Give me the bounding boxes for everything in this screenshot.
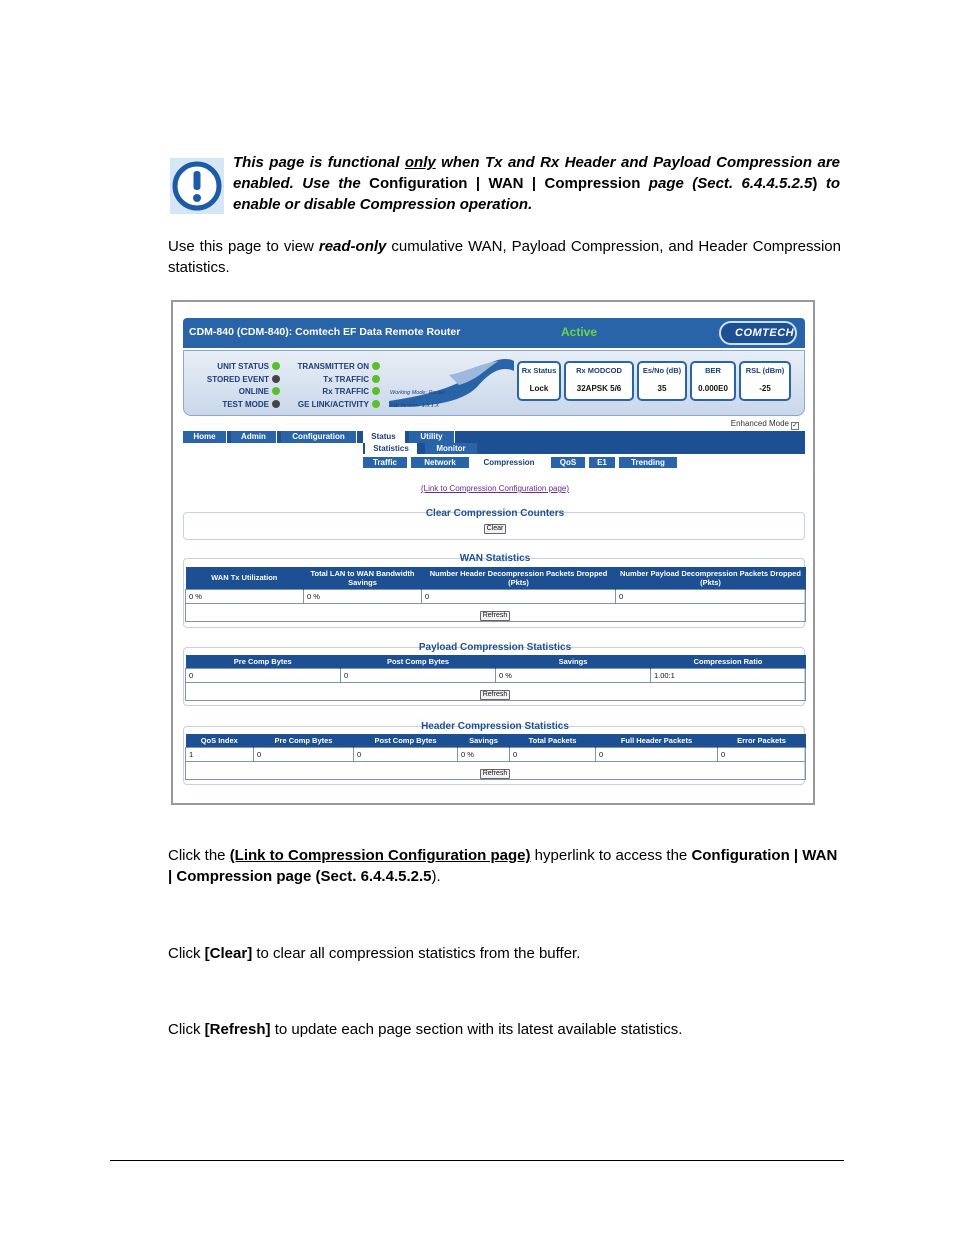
wan-col-header: Number Header Decompression Packets Dropped (Pkts): [422, 567, 616, 589]
header-refresh-button[interactable]: Refresh: [480, 769, 510, 779]
rx-modcod-box: Rx MODCOD 32APSK 5/6: [564, 361, 634, 401]
led-tx-traffic: Tx TRAFFIC: [288, 374, 380, 387]
rsl-box: RSL (dBm) -25: [739, 361, 791, 401]
led-icon: [372, 375, 380, 383]
led-icon: [272, 362, 280, 370]
tab-network[interactable]: Network: [411, 457, 469, 468]
note-text: This page is functional only when Tx and Rx Header and Payload Compression are enabled. Use the Configuration | WAN | Compression page (Sect. 6.4.4.5.2.5) to enable or disable Compression operation.: [233, 154, 840, 213]
header-stats-title: Header Compression Statistics: [421, 721, 569, 732]
wan-cell: 0: [422, 589, 616, 603]
config-page-link[interactable]: (Link to Compression Configuration page): [229, 847, 531, 864]
led-transmitter-on: TRANSMITTER ON: [288, 361, 380, 374]
tab-traffic[interactable]: Traffic: [363, 457, 407, 468]
tab-qos[interactable]: QoS: [551, 457, 585, 468]
fw-version: FW Version: 1.5.1.X: [390, 403, 440, 409]
wan-refresh-button[interactable]: Refresh: [480, 611, 510, 621]
payload-col-header: Compression Ratio: [651, 655, 806, 668]
clear-button[interactable]: Clear: [484, 524, 506, 534]
header-col-header: Post Comp Bytes: [354, 734, 458, 747]
link-instructions-paragraph: Click the (Link to Compression Configuration page) hyperlink to access the Configuration | WAN | Compression page (Sect. 6.4.4.5.2.5).: [168, 847, 838, 885]
window-titlebar: [183, 318, 805, 348]
led-icon: [272, 387, 280, 395]
led-icon: [272, 375, 280, 383]
header-col-header: Total Packets: [510, 734, 596, 747]
table-row: [186, 589, 806, 603]
wan-stats-title: WAN Statistics: [459, 553, 531, 564]
rx-status-box: Rx Status Lock: [517, 361, 561, 401]
wan-col-header: Number Payload Decompression Packets Dropped (Pkts): [616, 567, 806, 589]
led-list-left: [190, 361, 280, 411]
enhanced-mode-checkbox[interactable]: ✓: [792, 422, 798, 429]
led-online: ONLINE: [190, 386, 280, 399]
tab-trending[interactable]: Trending: [619, 457, 677, 468]
header-cell: 0: [510, 747, 596, 761]
active-indicator: Active: [561, 325, 598, 339]
intro-paragraph: Use this page to view read-only cumulative WAN, Payload Compression, and Header Compression statistics.: [168, 238, 841, 276]
payload-stats-title: Payload Compression Statistics: [418, 642, 572, 653]
led-list-right: [288, 361, 380, 411]
swoosh-graphic-icon: [389, 357, 514, 407]
header-col-header: Full Header Packets: [596, 734, 718, 747]
tab-monitor[interactable]: Monitor: [425, 443, 477, 454]
payload-col-header: Savings: [496, 655, 651, 668]
status-panel: [183, 350, 805, 416]
esno-box: Es/No (dB) 35: [637, 361, 687, 401]
window-title: CDM-840 (CDM-840): Comtech EF Data Remote Router: [189, 326, 461, 338]
led-unit-status: UNIT STATUS: [190, 361, 280, 374]
comtech-logo: COMTECH: [719, 321, 797, 345]
ber-box: BER 0.000E0: [690, 361, 736, 401]
working-mode: Working Mode: Router: [390, 390, 446, 396]
led-icon: [372, 400, 380, 408]
payload-col-header: Pre Comp Bytes: [186, 655, 341, 668]
clear-counters-title: Clear Compression Counters: [425, 508, 565, 519]
enhanced-mode[interactable]: Enhanced Mode ✓: [730, 419, 798, 429]
payload-cell: 0 %: [496, 668, 651, 682]
tab-configuration[interactable]: Configuration: [281, 431, 357, 443]
wan-cell: 0 %: [186, 589, 304, 603]
led-ge-link: GE LINK/ACTIVITY: [288, 399, 380, 412]
header-cell: 0: [596, 747, 718, 761]
payload-cell: 0: [341, 668, 496, 682]
table-row: [186, 747, 806, 761]
header-cell: 0 %: [458, 747, 510, 761]
clear-instructions-paragraph: Click [Clear] to clear all compression statistics from the buffer.: [168, 945, 581, 962]
compression-page-screenshot: [171, 300, 815, 805]
header-cell: 1: [186, 747, 254, 761]
header-cell: 0: [354, 747, 458, 761]
payload-cell: 0: [186, 668, 341, 682]
tab-admin[interactable]: Admin: [231, 431, 277, 443]
footer-divider: [110, 1160, 844, 1161]
led-icon: [372, 362, 380, 370]
led-rx-traffic: Rx TRAFFIC: [288, 386, 380, 399]
led-icon: [272, 400, 280, 408]
led-icon: [372, 387, 380, 395]
payload-refresh-button[interactable]: Refresh: [480, 690, 510, 700]
header-col-header: QoS Index: [186, 734, 254, 747]
wan-col-header: Total LAN to WAN Bandwidth Savings: [304, 567, 422, 589]
payload-col-header: Post Comp Bytes: [341, 655, 496, 668]
header-cell: 0: [254, 747, 354, 761]
table-row: [186, 668, 806, 682]
tab-compression[interactable]: Compression: [473, 457, 545, 468]
tab-utility[interactable]: Utility: [409, 431, 455, 443]
header-col-header: Pre Comp Bytes: [254, 734, 354, 747]
wan-col-header: WAN Tx Utilization: [186, 567, 304, 589]
header-col-header: Error Packets: [718, 734, 806, 747]
tab-status[interactable]: Status: [363, 431, 405, 443]
header-col-header: Savings: [458, 734, 510, 747]
payload-cell: 1.00:1: [651, 668, 806, 682]
important-note-icon: [170, 158, 224, 214]
refresh-instructions-paragraph: Click [Refresh] to update each page section with its latest available statistics.: [168, 1021, 683, 1038]
tab-e1[interactable]: E1: [589, 457, 615, 468]
wan-cell: 0: [616, 589, 806, 603]
compression-config-link[interactable]: (Link to Compression Configuration page): [420, 484, 570, 493]
led-test-mode: TEST MODE: [190, 399, 280, 412]
tab-home[interactable]: Home: [183, 431, 227, 443]
header-cell: 0: [718, 747, 806, 761]
wan-cell: 0 %: [304, 589, 422, 603]
led-stored-event: STORED EVENT: [190, 374, 280, 387]
tab-statistics[interactable]: Statistics: [365, 443, 417, 454]
